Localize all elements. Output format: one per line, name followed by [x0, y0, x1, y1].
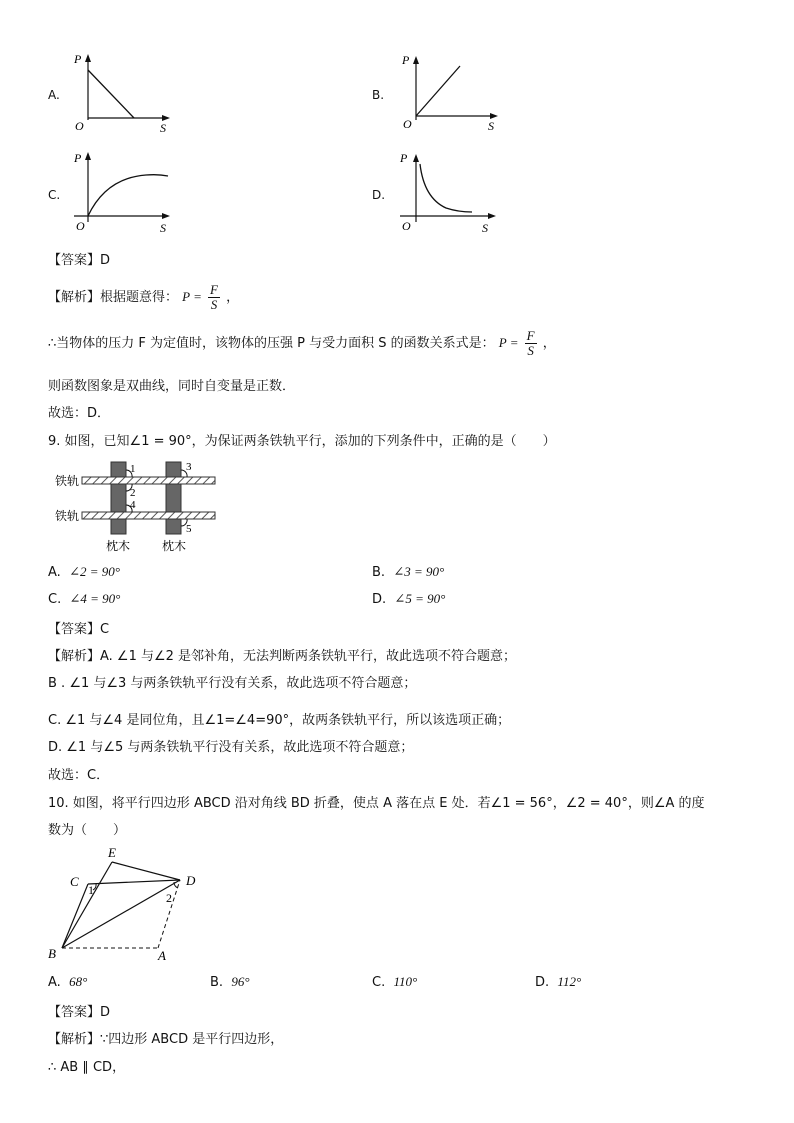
q10-option-b: [210, 974, 250, 990]
q8-analysis-line1: [48, 283, 239, 312]
q9-option-b-label: B.: [372, 565, 386, 580]
point-label-d: D: [186, 873, 196, 888]
q10-option-c: [372, 974, 417, 990]
angle-label-3: 3: [186, 461, 192, 473]
q10-option-c-text: 110°: [393, 974, 418, 989]
q8-formula2-lhs: P =: [498, 335, 519, 350]
q8-line2-text: ∴当物体的压力 F 为定值时，该物体的压强 P 与受力面积 S 的函数关系式是：: [48, 336, 495, 351]
option-c-label: C.: [48, 188, 61, 202]
q9-analysis-line1: 【解析】A. ∠1 与∠2 是邻补角，无法判断两条铁轨平行，故此选项不符合题意；: [48, 649, 517, 664]
point-label-e: E: [108, 845, 116, 860]
x-arrow: [488, 213, 496, 219]
q8-choice: 故选：D．: [48, 406, 111, 421]
q10-option-a-text: 68°: [69, 974, 88, 989]
q10-option-d: [535, 974, 581, 990]
q9-answer: 【答案】C: [48, 622, 110, 637]
q9-option-d-text: ∠5 = 90°: [394, 591, 446, 606]
q8-formula-fraction: [208, 283, 220, 312]
x-axis-label: S: [488, 119, 494, 133]
q9-question: 9. 如图，已知∠1 = 90°，为保证两条铁轨平行，添加的下列条件中，正确的是（ ）: [48, 434, 556, 449]
segment-ed: [112, 862, 180, 880]
q8-analysis-line3: 则函数图象是双曲线，同时自变量是正数．: [48, 379, 296, 394]
q10-analysis-line1: 【解析】∵四边形 ABCD 是平行四边形，: [48, 1032, 284, 1047]
q9-analysis-line2: B . ∠1 与∠3 与两条铁轨平行没有关系，故此选项不符合题意；: [48, 676, 417, 691]
option-d-label: D.: [372, 188, 386, 202]
segment-bd: [62, 880, 180, 948]
q8-analysis-line2: [48, 329, 556, 358]
q9-analysis-line3: C. ∠1 与∠4 是同位角，且∠1=∠4=90°，故两条铁轨平行，所以该选项正确；: [48, 713, 511, 728]
q8-formula2-numerator: F: [526, 328, 535, 343]
q10-option-d-text: 112°: [557, 974, 582, 989]
x-axis-label: S: [160, 221, 166, 233]
point-label-c: C: [70, 874, 79, 889]
y-axis-label: P: [400, 151, 408, 165]
q8-formula2-tail: ，: [542, 336, 556, 351]
x-arrow: [162, 213, 170, 219]
origin-label: O: [402, 219, 411, 233]
x-axis-label: S: [482, 221, 488, 235]
q9-option-d-label: D.: [372, 592, 387, 607]
y-arrow: [85, 152, 91, 160]
q10-question-line1: 10. 如图，将平行四边形 ABCD 沿对角线 BD 折叠，使点 A 落在点 E 处．若∠1 = 56°，∠2 = 40°，则∠A 的度: [48, 796, 705, 811]
q9-option-c-label: C.: [48, 592, 62, 607]
y-axis-label: P: [74, 151, 82, 165]
angle-label-1: 1: [130, 463, 136, 475]
q8-formula-lhs: P =: [182, 289, 202, 304]
q10-question-line2: 数为（ ）: [48, 823, 127, 838]
y-arrow: [85, 54, 91, 62]
y-arrow: [413, 154, 419, 162]
origin-label: O: [403, 117, 412, 131]
angle-label-1: 1: [88, 883, 94, 897]
origin-label: O: [76, 219, 85, 233]
rail-top: [82, 477, 215, 484]
q8-formula2-fraction: [525, 329, 537, 358]
q10-option-a-label: A.: [48, 975, 61, 990]
q10-option-a: [48, 974, 87, 990]
q9-analysis-line4: D. ∠1 与∠5 与两条铁轨平行没有关系，故此选项不符合题意；: [48, 740, 414, 755]
q9-option-d: [372, 591, 445, 607]
q9-option-b: [372, 564, 444, 580]
graph-a: [66, 50, 176, 135]
graph-curve: [88, 175, 168, 216]
option-b-label: B.: [372, 88, 385, 102]
point-label-a: A: [158, 948, 166, 963]
rail-bottom: [82, 512, 215, 519]
graph-b: [396, 50, 506, 135]
q10-analysis-line2: ∴ AB ∥ CD，: [48, 1060, 126, 1075]
q8-analysis-prefix: 【解析】根据题意得：: [48, 290, 179, 305]
sleeper-right: [166, 462, 181, 534]
graph-line: [416, 66, 460, 116]
point-label-b: B: [48, 946, 56, 961]
segment-bc: [62, 884, 88, 948]
option-a-label: A.: [48, 88, 60, 102]
graph-d: [396, 148, 506, 238]
q10-option-c-label: C.: [372, 975, 386, 990]
q8-formula-denominator: S: [210, 297, 218, 312]
y-arrow: [413, 56, 419, 64]
q9-option-b-text: ∠3 = 90°: [393, 564, 445, 579]
graph-c: [66, 148, 176, 233]
q10-option-d-label: D.: [535, 975, 550, 990]
q9-option-a-text: ∠2 = 90°: [69, 564, 120, 579]
q9-option-c: [48, 591, 120, 607]
rail-label-top: 铁轨: [55, 474, 80, 488]
q10-option-b-label: B.: [210, 975, 224, 990]
sleeper-label-left: 枕木: [106, 539, 131, 553]
origin-label: O: [75, 119, 84, 133]
angle-label-2: 2: [130, 487, 136, 499]
graph-line: [88, 70, 134, 118]
y-axis-label: P: [74, 52, 82, 66]
q9-option-a-label: A.: [48, 565, 61, 580]
y-axis-label: P: [402, 53, 410, 67]
q10-answer: 【答案】D: [48, 1005, 111, 1020]
sleeper-label-right: 枕木: [162, 539, 187, 553]
x-axis-label: S: [160, 121, 166, 135]
q8-formula-tail: ，: [226, 290, 240, 305]
q9-option-c-text: ∠4 = 90°: [69, 591, 121, 606]
angle-label-4: 4: [130, 499, 136, 511]
q10-option-b-text: 96°: [231, 974, 250, 989]
angle-label-5: 5: [186, 523, 192, 535]
q8-formula-numerator: F: [210, 282, 218, 297]
q9-rail-figure: [50, 458, 230, 556]
q10-parallelogram-figure: [44, 842, 214, 968]
graph-curve: [420, 164, 472, 212]
rail-label-bottom: 铁轨: [55, 509, 80, 523]
angle-label-2: 2: [166, 891, 172, 905]
q8-answer: 【答案】D: [48, 253, 111, 268]
q9-choice: 故选：C．: [48, 768, 110, 783]
sleeper-left: [111, 462, 126, 534]
q9-option-a: [48, 564, 120, 580]
q8-formula2-denominator: S: [527, 343, 534, 358]
